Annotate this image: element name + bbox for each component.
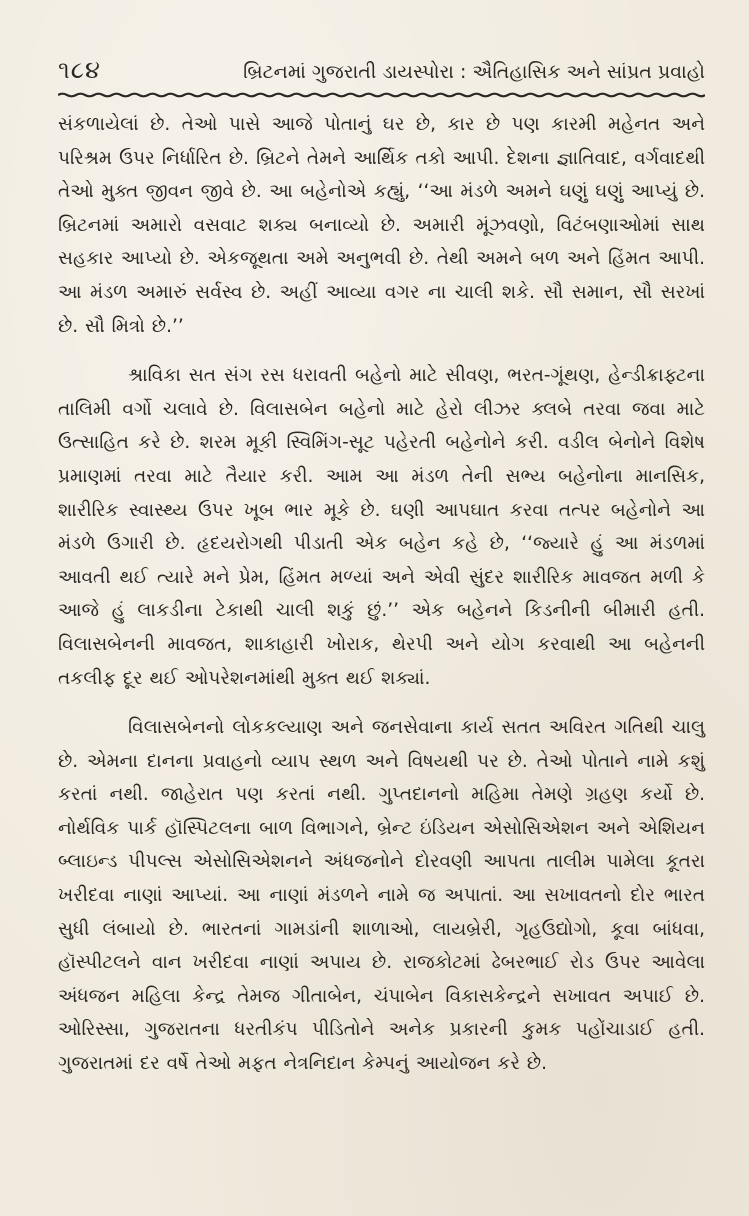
paragraph-2: શ્રાવિકા સત સંગ રસ ધરાવતી બહેનો માટે સીવણ, ભરત-ગૂંથણ, હેન્ડીક્રાફ્ટના તાલિમી વર્ગો ચલાવે છે. વિલાસબેન બહેનો માટે હેરો લીઝર ક્લબે તરવા જવા માટે ઉત્સાહિત કરે છે. શરમ મૂકી સ્વિમિંગ-સૂટ પહેરતી બહેનોને કરી. વડીલ બેનોને વિશેષ પ્રમાણમાં તરવા માટે તૈયાર કરી. આમ આ મંડળ તેની સભ્ય બહેનોના માનસિક, શારીરિક સ્વાસ્થ્ય ઉપર ખૂબ ભાર મૂકે છે. ઘણી આપઘાત કરવા તત્પર બહેનોને આ મંડળે ઉગારી છે. હૃદયરોગથી પીડાતી એક બહેન કહે છે, ‘‘જ્યારે હું આ મંડળમાં આવતી થઈ ત્યારે મને પ્રેમ, હિંમત મળ્યાં અને એવી સુંદર શારીરિક માવજત મળી કે આજે હું લાકડીના ટેકાથી ચાલી શકું છું.’’ એક બહેનને કિડનીની બીમારી હતી. વિલાસબેનની માવજત, શાકાહારી ખોરાક, થેરપી અને યોગ કરવાથી આ બહેનની તકલીફ દૂર થઈ ઓપરેશનમાંથી મુક્ત થઈ શક્યાં. <box>58 365 705 689</box>
wavy-rule-graphic <box>58 90 705 100</box>
body-text <box>58 108 705 1081</box>
paragraph-1: સંકળાયેલાં છે. તેઓ પાસે આજે પોતાનું ઘર છે, કાર છે પણ કારમી મહેનત અને પરિશ્રમ ઉપર નિર્ધારિત છે. બ્રિટને તેમને આર્થિક તકો આપી. દેશના જ્ઞાતિવાદ, વર્ગવાદથી તેઓ મુક્ત જીવન જીવે છે. આ બહેનોએ કહ્યું, ‘‘આ મંડળે અમને ઘણું ઘણું આપ્યું છે. બ્રિટનમાં અમારો વસવાટ શક્ય બનાવ્યો છે. અમારી મૂંઝવણો, વિટંબણાઓમાં સાથ સહકાર આપ્યો છે. એકજૂથતા અમે અનુભવી છે. તેથી અમને બળ અને હિંમત આપી. આ મંડળ અમારું સર્વસ્વ છે. અહીં આવ્યા વગર ના ચાલી શકે. સૌ સમાન, સૌ સરખાં છે. સૌ મિત્રો છે.’’ <box>58 114 705 337</box>
paragraph-3: વિલાસબેનનો લોકકલ્યાણ અને જનસેવાના કાર્ય સતત અવિરત ગતિથી ચાલુ છે. એમના દાનના પ્રવાહનો વ્યાપ સ્થળ અને વિષયથી પર છે. તેઓ પોતાને નામે કશું કરતાં નથી. જાહેરાત પણ કરતાં નથી. ગુપ્તદાનનો મહિમા તેમણે ગ્રહણ કર્યો છે. નોર્થવિક પાર્ક હૉસ્પિટલના બાળ વિભાગને, બ્રેન્ટ ઇંડિયન એસોસિએશન અને એશિયન બ્લાઇન્ડ પીપલ્સ એસોસિએશનને અંધજનોને દોરવણી આપતા તાલીમ પામેલા કૂતરા ખરીદવા નાણાં આપ્યાં. આ નાણાં મંડળને નામે જ અપાતાં. આ સખાવતનો દોર ભારત સુધી લંબાયો છે. ભારતનાં ગામડાંની શાળાઓ, લાયબ્રેરી, ગૃહઉદ્યોગો, કૂવા બાંધવા, હૉસ્પીટલને વાન ખરીદવા નાણાં અપાય છે. રાજકોટમાં ઢેબરભાઈ રોડ ઉપર આવેલા અંધજન મહિલા કેન્દ્ર તેમજ ગીતાબેન, ચંપાબેન વિકાસકેન્દ્રને સખાવત અપાઈ છે. ઓરિસ્સા, ગુજરાતના ધરતીકંપ પીડિતોને અનેક પ્રકારની કુમક પહોંચાડાઈ હતી. ગુજરાતમાં દર વર્ષે તેઓ મફત નેત્રનિદાન કેમ્પનું આયોજન કરે છે. <box>58 717 705 1075</box>
page-header <box>58 56 705 84</box>
page-number: ૧૮૪ <box>58 56 101 84</box>
header-wavy-rule <box>58 90 705 100</box>
running-title: બ્રિટનમાં ગુજરાતી ડાયસ્પોરા : ઐતિહાસિક અને સાંપ્રત પ્રવાહો <box>243 61 705 83</box>
